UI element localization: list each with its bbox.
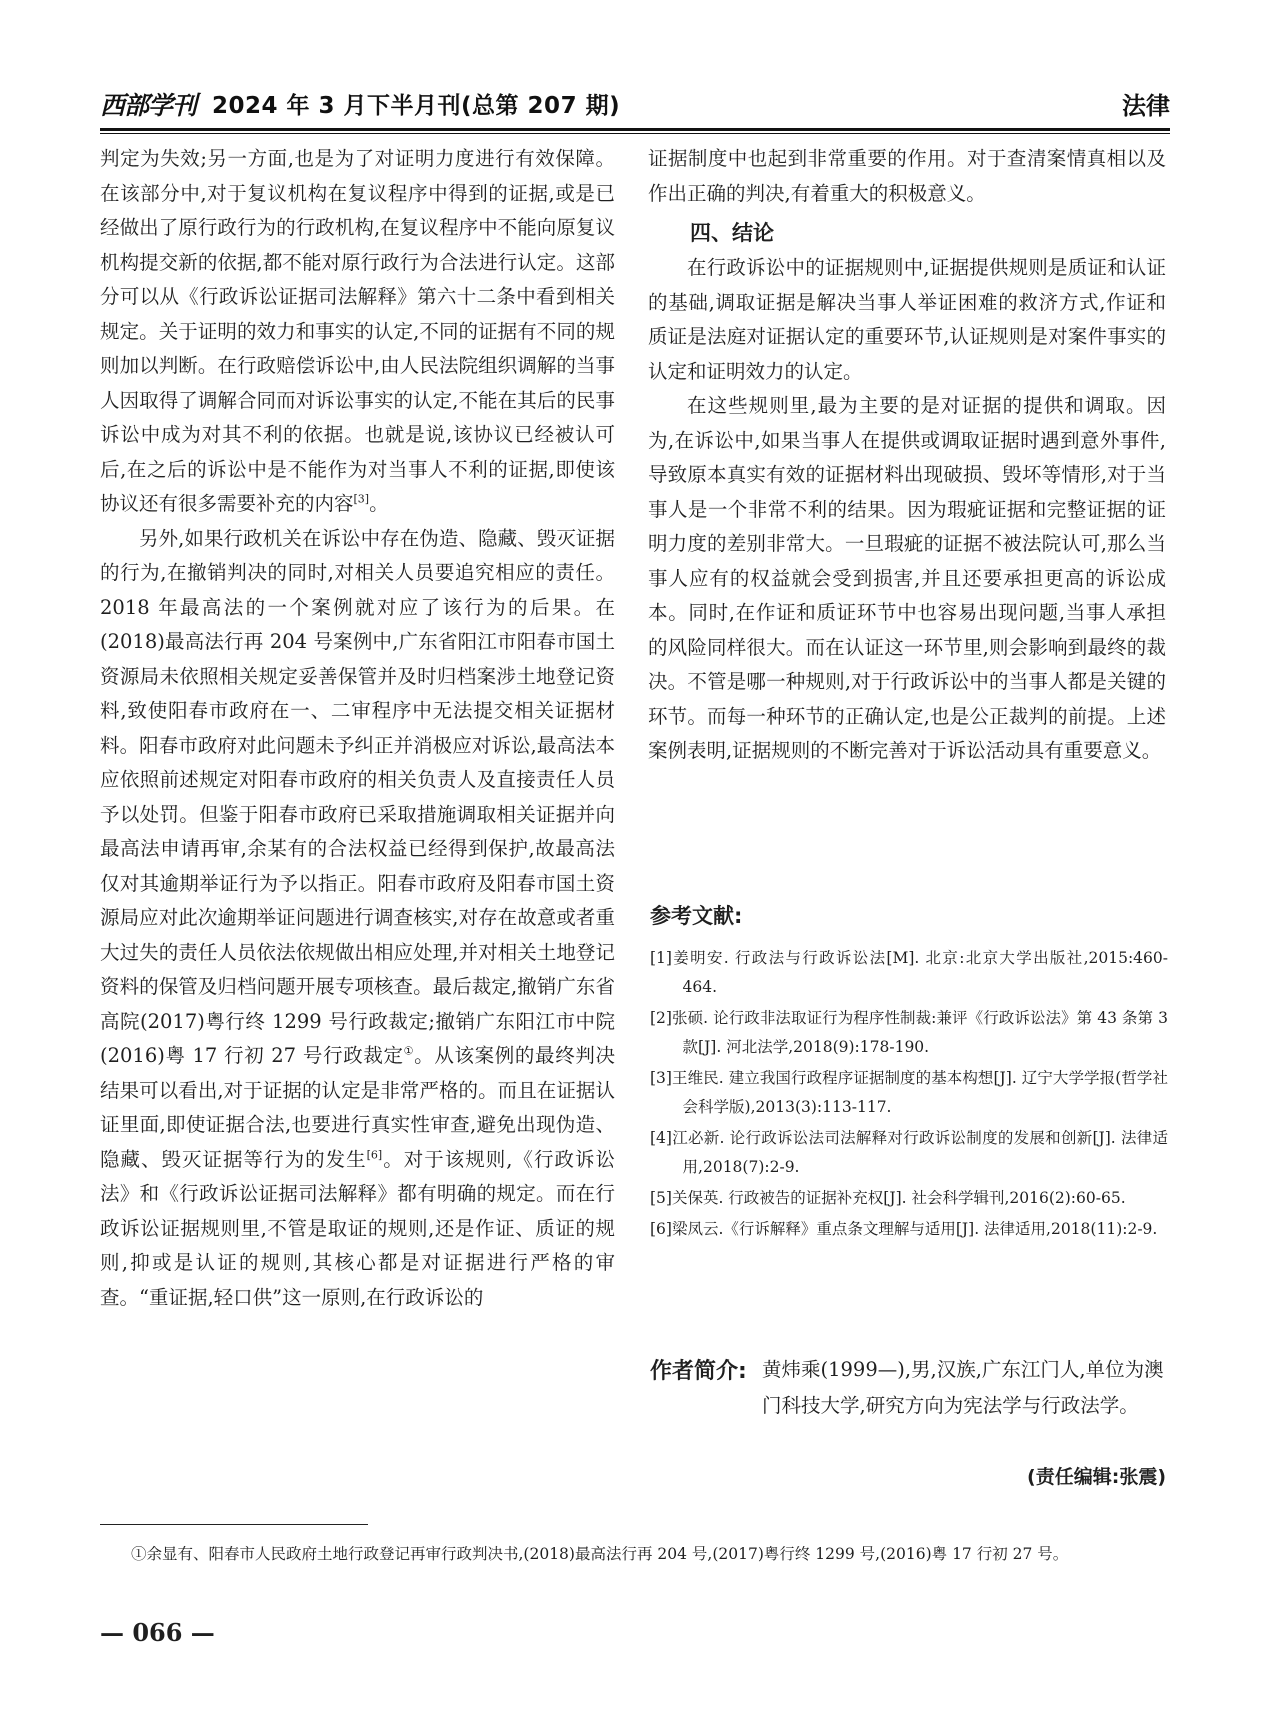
- footnote-marker[interactable]: ①: [403, 1044, 415, 1058]
- header-rule-thin: [100, 133, 1170, 134]
- paragraph: 证据制度中也起到非常重要的作用。对于查清案情真相以及作出正确的判决,有着重大的积极意义。: [648, 147, 1166, 205]
- journal-logo: 西部学刊: [100, 91, 197, 120]
- author-bio: 黄炜乘(1999—),男,汉族,广东江门人,单位为澳门科技大学,研究方向为宪法学与行政法学。: [762, 1358, 1164, 1417]
- footnote-rule: [100, 1524, 368, 1525]
- author-label: 作者简介:: [650, 1359, 747, 1384]
- reference-item: [4]江必新. 论行政诉讼法司法解释对行政诉讼制度的发展和创新[J]. 法律适用,2018(7):2-9.: [650, 1129, 1168, 1176]
- header-rule: [100, 128, 1170, 131]
- paragraph: 在这些规则里,最为主要的是对证据的提供和调取。因为,在诉讼中,如果当事人在提供或调取证据时遇到意外事件,导致原本真实有效的证据材料出现破损、毁坏等情形,对于当事人是一个非常不利的结果。因为瑕疵证据和完整证据的证明力度的差别非常大。一旦瑕疵的证据不被法院认可,那么当事人应有的权益就会受到损害,并且还要承担更高的诉讼成本。同时,在作证和质证环节中也容易出现问题,当事人承担的风险同样很大。而在认证这一环节里,则会影响到最终的裁决。不管是哪一种规则,对于行政诉讼中的当事人都是关键的环节。而每一种环节的正确认定,也是公正裁判的前提。上述案例表明,证据规则的不断完善对于诉讼活动具有重要意义。: [648, 394, 1166, 762]
- section-heading: 四、结论: [690, 221, 774, 245]
- issue-info: 2024 年 3 月下半月刊(总第 207 期): [212, 93, 621, 119]
- page-header: [100, 84, 1170, 124]
- right-column: [648, 142, 1166, 769]
- paragraph: 在行政诉讼中的证据规则中,证据提供规则是质证和认证的基础,调取证据是解决当事人举证困难的救济方式,作证和质证是法庭对证据认定的重要环节,认证规则是对案件事实的认定和证明效力的认定。: [648, 256, 1166, 383]
- references-list: [650, 944, 1168, 1246]
- citation[interactable]: [3]: [353, 492, 370, 506]
- paragraph: 另外,如果行政机关在诉讼中存在伪造、隐藏、毁灭证据的行为,在撤销判决的同时,对相关人员要追究相应的责任。2018 年最高法的一个案例就对应了该行为的后果。在(2018)最高法行再 204 号案例中,广东省阳江市阳春市国土资源局未依照相关规定妥善保管并及时归档案涉土地登记资料,致使阳春市政府在一、二审程序中无法提交相关证据材料。阳春市政府对此问题未予纠正并消极应对诉讼,最高法本应依照前述规定对阳春市政府的相关负责人及直接责任人员予以处罚。但鉴于阳春市政府已采取措施调取相关证据并向最高法申请再审,余某有的合法权益已经得到保护,故最高法仅对其逾期举证行为予以指正。阳春市政府及阳春市国土资源局应对此次逾期举证问题进行调查核实,对存在故意或者重大过失的责任人员依法依规做出相应处理,并对相关土地登记资料的保管及归档问题开展专项核查。最后裁定,撤销广东省高院(2017)粤行终 1299 号行政裁定;撤销广东阳江市中院(2016)粤 17 行初 27 号行政裁定①。从该案例的最终判决结果可以看出,对于证据的认定是非常严格的。而且在证据认证里面,即使证据合法,也要进行真实性审查,避免出现伪造、隐藏、毁灭证据等行为的发生[6]。对于该规则,《行政诉讼法》和《行政诉讼证据司法解释》都有明确的规定。而在行政诉讼证据规则里,不管是取证的规则,还是作证、质证的规则,抑或是认证的规则,其核心都是对证据进行严格的审查。“重证据,轻口供”这一原则,在行政诉讼的: [100, 526, 615, 1309]
- reference-item: [2]张硕. 论行政非法取证行为程序性制裁:兼评《行政诉讼法》第 43 条第 3 款[J]. 河北法学,2018(9):178-190.: [650, 1009, 1168, 1056]
- reference-item: [1]姜明安. 行政法与行政诉讼法[M]. 北京:北京大学出版社,2015:460-464.: [650, 949, 1168, 996]
- paragraph: 判定为失效;另一方面,也是为了对证明力度进行有效保障。在该部分中,对于复议机构在复议程序中得到的证据,或是已经做出了原行政行为的行政机构,在复议程序中不能向原复议机构提交新的依据,都不能对原行政行为合法进行认定。这部分可以从《行政诉讼证据司法解释》第六十二条中看到相关规定。关于证明的效力和事实的认定,不同的证据有不同的规则加以判断。在行政赔偿诉讼中,由人民法院组织调解的当事人因取得了调解合同而对诉讼事实的认定,不能在其后的民事诉讼中成为对其不利的依据。也就是说,该协议已经被认可后,在之后的诉讼中是不能作为对当事人不利的证据,即使该协议还有很多需要补充的内容[3]。: [100, 147, 615, 515]
- left-column: [100, 142, 615, 1315]
- references-title: 参考文献:: [650, 904, 743, 928]
- footnote: ①余显有、阳春市人民政府土地行政登记再审行政判决书,(2018)最高法行再 204 号,(2017)粤行终 1299 号,(2016)粤 17 行初 27 号。: [131, 1545, 1069, 1563]
- responsible-editor: (责任编辑:张震): [1027, 1466, 1166, 1488]
- section-label: 法律: [1122, 92, 1170, 120]
- page-number: — 066 —: [100, 1618, 215, 1647]
- reference-item: [6]梁凤云.《行诉解释》重点条文理解与适用[J]. 法律适用,2018(11):2-9.: [650, 1220, 1158, 1238]
- citation[interactable]: [6]: [366, 1148, 383, 1161]
- reference-item: [5]关保英. 行政被告的证据补充权[J]. 社会科学辑刊,2016(2):60-65.: [650, 1189, 1126, 1207]
- reference-item: [3]王维民. 建立我国行政程序证据制度的基本构想[J]. 辽宁大学学报(哲学社会科学版),2013(3):113-117.: [650, 1069, 1168, 1116]
